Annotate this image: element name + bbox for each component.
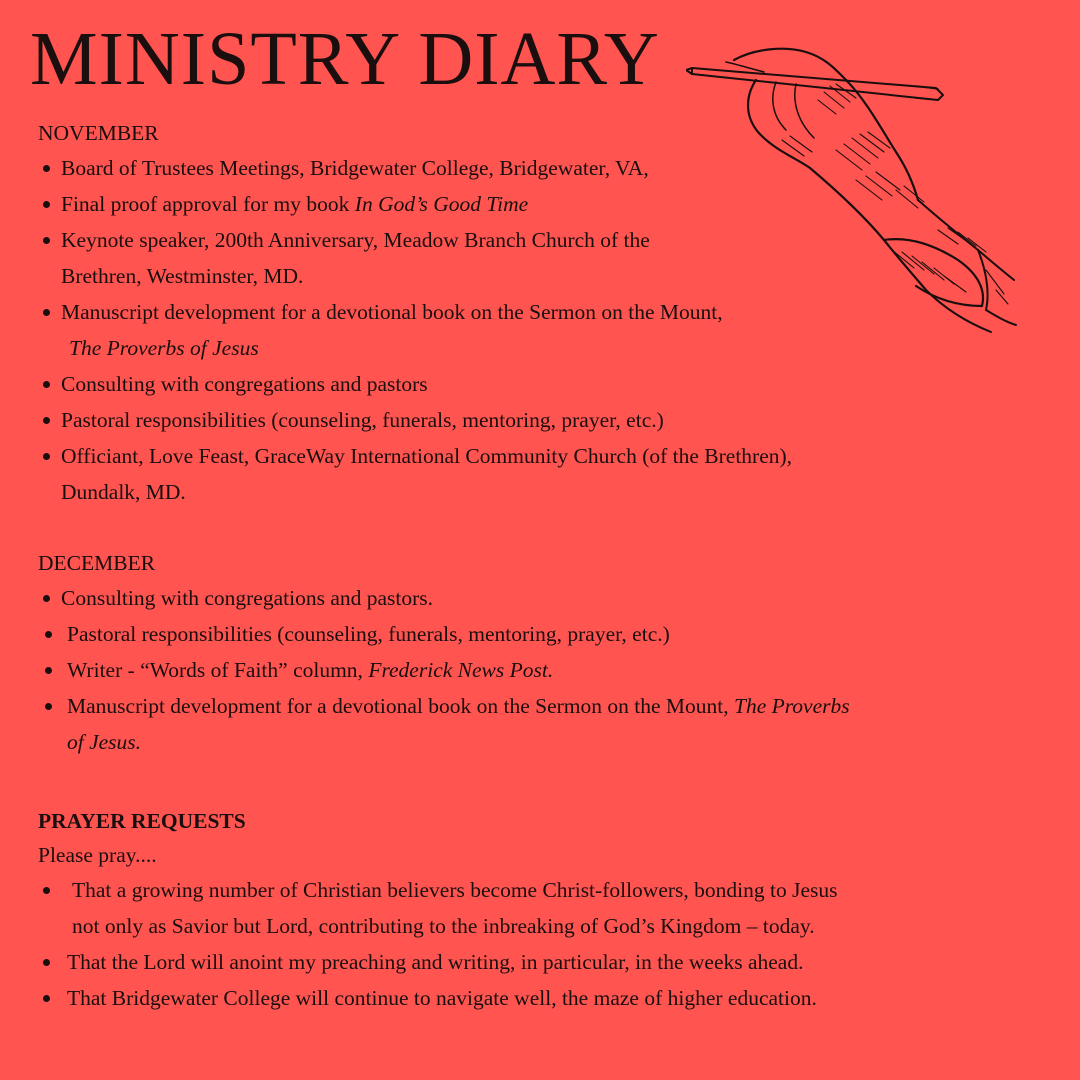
list-item: Final proof approval for my book In God’s Good Time bbox=[38, 186, 1038, 222]
december-heading: DECEMBER bbox=[38, 551, 156, 575]
bullet-icon bbox=[43, 309, 50, 316]
december-list bbox=[38, 580, 1038, 760]
prayer-list bbox=[38, 872, 1038, 1016]
list-item: Pastoral responsibilities (counseling, funerals, mentoring, prayer, etc.) bbox=[38, 402, 1038, 438]
bullet-icon bbox=[45, 703, 52, 710]
list-item: Keynote speaker, 200th Anniversary, Meadow Branch Church of the Brethren, Westminster, MD. bbox=[38, 222, 1038, 294]
prayer-requests-heading: PRAYER REQUESTS bbox=[38, 809, 246, 833]
bullet-icon bbox=[43, 959, 50, 966]
list-item: That Bridgewater College will continue to navigate well, the maze of higher education. bbox=[38, 980, 1038, 1016]
bullet-icon bbox=[43, 417, 50, 424]
november-list bbox=[38, 150, 1038, 510]
bullet-icon bbox=[43, 995, 50, 1002]
list-item: Pastoral responsibilities (counseling, funerals, mentoring, prayer, etc.) bbox=[38, 616, 1038, 652]
bullet-icon bbox=[43, 453, 50, 460]
page-title: MINISTRY DIARY bbox=[30, 17, 660, 101]
list-item: Board of Trustees Meetings, Bridgewater College, Bridgewater, VA, bbox=[38, 150, 1038, 186]
list-item: Manuscript development for a devotional book on the Sermon on the Mount, The Proverbs of Jesus bbox=[38, 294, 1038, 366]
diary-content bbox=[38, 116, 1038, 1016]
bullet-icon bbox=[45, 631, 52, 638]
bullet-icon bbox=[43, 165, 50, 172]
bullet-icon bbox=[45, 667, 52, 674]
list-item: Consulting with congregations and pastors bbox=[38, 366, 1038, 402]
list-item: That the Lord will anoint my preaching and writing, in particular, in the weeks ahead. bbox=[38, 944, 1038, 980]
bullet-icon bbox=[43, 237, 50, 244]
bullet-icon bbox=[43, 201, 50, 208]
bullet-icon bbox=[43, 887, 50, 894]
list-item: Writer - “Words of Faith” column, Frederick News Post. bbox=[38, 652, 1038, 688]
list-item: Consulting with congregations and pastors. bbox=[38, 580, 1038, 616]
bullet-icon bbox=[43, 595, 50, 602]
list-item: Officiant, Love Feast, GraceWay International Community Church (of the Brethren), Dundalk, MD. bbox=[38, 438, 1038, 510]
list-item: Manuscript development for a devotional book on the Sermon on the Mount, The Proverbs of Jesus. bbox=[38, 688, 1038, 760]
november-heading: NOVEMBER bbox=[38, 121, 159, 145]
list-item: That a growing number of Christian believers become Christ-followers, bonding to Jesus not only as Savior but Lord, contributing to the inbreaking of God’s Kingdom – today. bbox=[38, 872, 1038, 944]
prayer-intro: Please pray.... bbox=[38, 843, 157, 867]
bullet-icon bbox=[43, 381, 50, 388]
